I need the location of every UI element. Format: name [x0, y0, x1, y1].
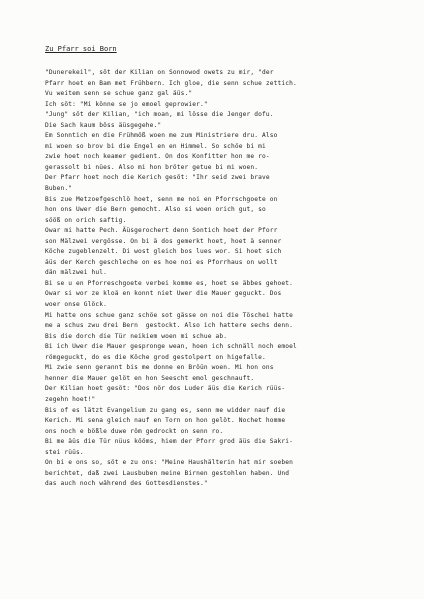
text-line: Köche zugeblenzelt. Di wost gleich bos lues wor. Si hoet sich: [45, 248, 282, 256]
text-line: dän mälzwei hul.: [45, 269, 108, 277]
text-line: Vu weitem senn se schue ganz gal äüs.": [45, 90, 193, 98]
text-line: Bis of es lätzt Evangelium zu gang es, senn me widder nauf die: [45, 406, 286, 414]
text-line: Mi zwie senn gerannt bis me donne en Bröün woen. Mi hon ons: [45, 364, 274, 372]
text-line: berichtet, daß zwei Lausbuben meine Birnen gestohlen haben. Und: [45, 469, 290, 477]
text-line: On bi e ons so, söt e zu ons: "Meine Haushälterin hat mir soeben: [45, 459, 294, 467]
document-title: Zu Pfarr soi Born: [45, 45, 117, 53]
text-line: Bis die dorch die Tür neikiem woen mi schue ab.: [45, 332, 228, 340]
text-line: Buben.": [45, 185, 73, 193]
text-line: das auch noch während des Gottesdienstes.": [45, 480, 208, 488]
text-line: "Jung" söt der Kilian, "ich moan, mi lösse die Jenger dofu.: [45, 111, 274, 119]
text-line: ons noch e bößle duwe röm gedrockt on senn ro.: [45, 427, 224, 435]
text-line: son Mälzwei vergösse. On bi ä dos gemerkt hoet, hoet ä senner: [45, 237, 282, 245]
text-line: zegehn hoet!": [45, 395, 96, 403]
text-line: Bi me äüs die Tür nüus kööms, hiem der Pforr grod äüs die Sakri-: [45, 438, 294, 446]
text-line: henner die Mauer gelöt en hon Seescht emol geschnauft.: [45, 374, 255, 382]
text-line: sööß on orich saftig.: [45, 216, 127, 224]
text-line: Die Sach kaum böss äüsgegehe.": [45, 121, 162, 129]
text-line: römgeguckt, do es die Köche grod gestolpert on higefalle.: [45, 353, 266, 361]
text-line: Bi ich Uwer die Mauer gespronge wean, hoen ich schnäll noch emoel: [45, 343, 297, 351]
text-line: Ich söt: "Mi könne se jo emoel geprowier.": [45, 100, 208, 108]
text-line: hon ons Uwer die Bern gemocht. Also si woen orich gut, so: [45, 206, 266, 214]
text-line: zwie hoet noch keamer gedient. On dos Konfitter hon me ro-: [45, 153, 270, 161]
text-line: Der Pfarr hoet noch die Kerich gesöt: "Ihr seid zwei brave: [45, 174, 270, 182]
document-body: [45, 68, 415, 490]
text-line: Owar si wor ze kloä en konnt niet Uwer die Mauer geguckt. Dos: [45, 290, 282, 298]
text-line: Em Sonntich en die Frühmöß woen me zum Ministriere dru. Also: [45, 132, 278, 140]
text-line: Mi hatte ons schue ganz schöe sot gässe on noi die Töschei hatte: [45, 311, 294, 319]
text-line: äüs der Kerch geschleche on es hoe noi es Pforrhaus on wollt: [45, 258, 278, 266]
text-line: Bis zue Metzoefgeschlö hoet, senn me noi en Pforrschgoete on: [45, 195, 278, 203]
text-line: Owar mi hatte Pech. Äüsgerochert denn Sontich hoet der Pforr: [45, 227, 278, 235]
text-line: gerassolt bi nües. Also mi hon bröter getue bi mi woen.: [45, 163, 259, 171]
text-line: stei rüüs.: [45, 448, 84, 456]
text-line: Bi se u en Pforreschgoete verbei komme es, hoet se äbbes gehoet.: [45, 279, 294, 287]
text-line: "Dunerekeil", söt der Kilian on Sonnowod owets zu mir, "der: [45, 69, 274, 76]
text-line: mi woen so brov bi die Engel en en Himmel. So schöe bi mi: [45, 142, 266, 150]
text-line: Pfarr hoet en Bam met Frühbern. Ich gloe, die senn schue zettich.: [45, 79, 297, 87]
text-line: Kerich. Mi sena gleich nauf en Torn on hon gelöt. Nochet homme: [45, 417, 286, 425]
text-line: me a schus zwu drei Bern gestockt. Also ich hattere sechs denn.: [45, 322, 294, 330]
text-line: Der Kilian hoet gesöt: "Dos nör dos Luder äüs die Kerich rüüs-: [45, 385, 286, 393]
text-line: woer onse Glöck.: [45, 301, 108, 309]
